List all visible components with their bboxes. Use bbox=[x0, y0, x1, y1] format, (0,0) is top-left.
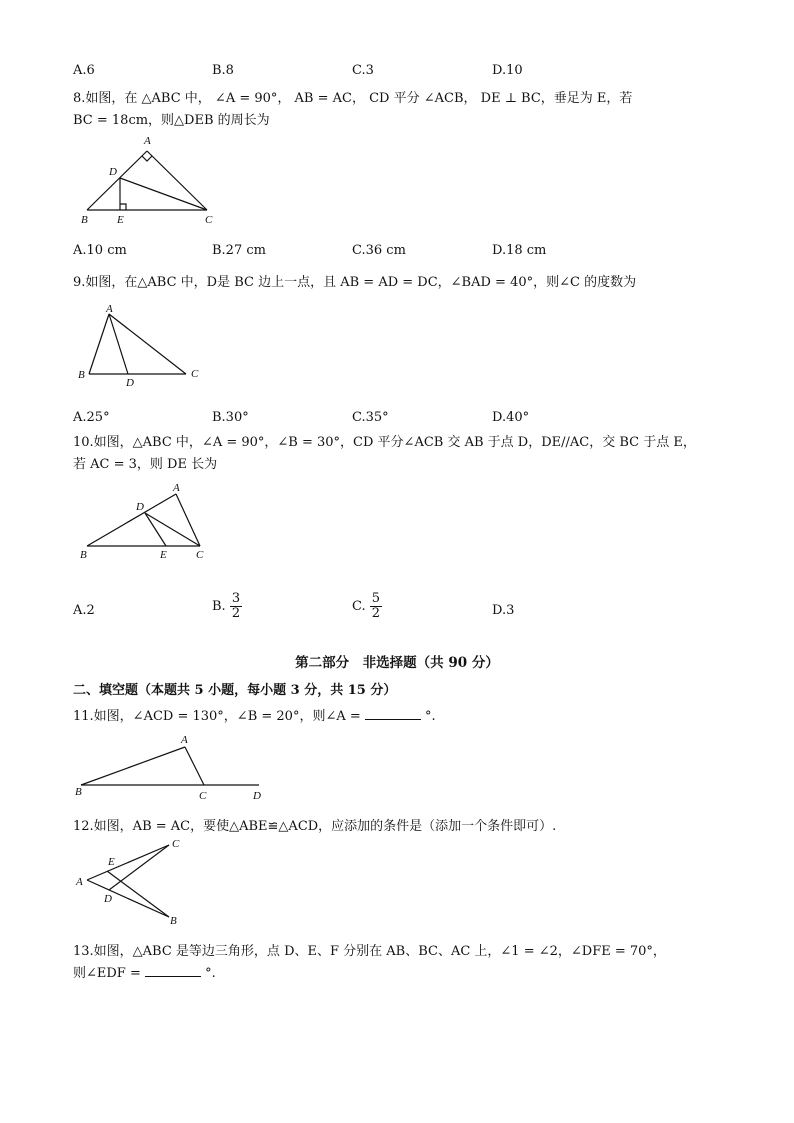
q10-option-b-numerator: 3 bbox=[231, 591, 241, 606]
q12-label-c: C bbox=[172, 838, 180, 850]
q9-option-d: D.40° bbox=[492, 410, 530, 425]
q9-figure bbox=[73, 300, 213, 394]
q10-option-b-denominator: 2 bbox=[231, 606, 241, 621]
q12-label-b: B bbox=[170, 915, 177, 927]
q10-figure bbox=[73, 478, 223, 572]
q11-figure bbox=[73, 733, 273, 807]
q9-option-b: B.30° bbox=[212, 410, 249, 425]
q9-label-d: D bbox=[126, 377, 134, 389]
q10-stem-line1: 10.如图，△ABC 中，∠A = 90°，∠B = 30°，CD 平分∠ACB 交 AB 于点 D，DE//AC，交 BC 于点 E， bbox=[73, 435, 696, 450]
q12-stem: 12.如图，AB = AC，要使△ABE≌△ACD，应添加的条件是（添加一个条件即可）. bbox=[73, 819, 557, 834]
q10-option-c bbox=[352, 592, 382, 621]
q12-figure bbox=[73, 835, 193, 934]
q8-stem-line1: 8.如图，在 △ABC 中， ∠A = 90°， AB = AC， CD 平分 ∠ACB， DE ⊥ BC，垂足为 E，若 bbox=[73, 91, 633, 106]
q10-label-c: C bbox=[196, 549, 204, 561]
q10-option-b bbox=[212, 592, 242, 621]
q9-label-c: C bbox=[191, 368, 199, 380]
q12-label-a: A bbox=[76, 876, 83, 888]
q8-option-a: A.10 cm bbox=[73, 243, 127, 258]
q11-label-a: A bbox=[181, 734, 188, 746]
q7-option-b: B.8 bbox=[212, 63, 234, 78]
q11-stem bbox=[73, 705, 436, 724]
q13-text-after: °. bbox=[205, 966, 216, 981]
q8-option-c: C.36 cm bbox=[352, 243, 406, 258]
q8-label-a: A bbox=[144, 135, 151, 147]
q10-option-c-fraction bbox=[370, 592, 382, 621]
q13-answer-blank bbox=[145, 964, 201, 977]
q9-label-b: B bbox=[78, 369, 85, 381]
q9-option-a: A.25° bbox=[73, 410, 110, 425]
q12-label-d: D bbox=[104, 893, 112, 905]
q8-label-c: C bbox=[205, 214, 213, 226]
q7-option-d: D.10 bbox=[492, 63, 523, 78]
q8-label-b: B bbox=[81, 214, 88, 226]
q10-option-c-prefix: C. bbox=[352, 599, 366, 614]
q11-text-after: °. bbox=[425, 709, 436, 724]
q12-label-e: E bbox=[108, 856, 115, 868]
q8-option-b: B.27 cm bbox=[212, 243, 266, 258]
q11-text-before: 11.如图，∠ACD = 130°，∠B = 20°，则∠A = bbox=[73, 709, 361, 724]
q11-label-c: C bbox=[199, 790, 207, 802]
q10-option-b-fraction bbox=[230, 592, 242, 621]
q10-label-a: A bbox=[173, 482, 180, 494]
q13-stem-line2 bbox=[73, 962, 216, 981]
q10-option-d: D.3 bbox=[492, 603, 515, 618]
q13-text-before: 则∠EDF = bbox=[73, 966, 141, 981]
q8-label-e: E bbox=[117, 214, 124, 226]
part2-title: 第二部分 非选择题（共 90 分） bbox=[295, 655, 499, 671]
q10-label-d: D bbox=[136, 501, 144, 513]
q10-option-c-numerator: 5 bbox=[371, 591, 381, 606]
q10-label-b: B bbox=[80, 549, 87, 561]
q9-label-a: A bbox=[106, 303, 113, 315]
q13-stem-line1: 13.如图，△ABC 是等边三角形，点 D、E、F 分别在 AB、BC、AC 上，∠1 = ∠2，∠DFE = 70°， bbox=[73, 944, 666, 959]
q10-option-b-prefix: B. bbox=[212, 599, 226, 614]
q10-label-e: E bbox=[160, 549, 167, 561]
section-fill-blank-heading: 二、填空题（本题共 5 小题，每小题 3 分，共 15 分） bbox=[73, 683, 397, 698]
q10-stem-line2: 若 AC = 3，则 DE 长为 bbox=[73, 457, 218, 472]
q9-stem-line1: 9.如图，在△ABC 中，D是 BC 边上一点，且 AB = AD = DC，∠BAD = 40°，则∠C 的度数为 bbox=[73, 275, 637, 290]
q11-answer-blank bbox=[365, 707, 421, 720]
q11-label-d: D bbox=[253, 790, 261, 802]
q7-option-a: A.6 bbox=[73, 63, 95, 78]
q8-figure bbox=[73, 130, 233, 234]
q7-option-c: C.3 bbox=[352, 63, 374, 78]
q11-label-b: B bbox=[75, 786, 82, 798]
q8-option-d: D.18 cm bbox=[492, 243, 547, 258]
q10-option-a: A.2 bbox=[73, 603, 95, 618]
q10-option-c-denominator: 2 bbox=[371, 606, 381, 621]
q9-option-c: C.35° bbox=[352, 410, 389, 425]
q8-stem-line2: BC = 18cm，则△DEB 的周长为 bbox=[73, 113, 270, 128]
q8-label-d: D bbox=[109, 166, 117, 178]
